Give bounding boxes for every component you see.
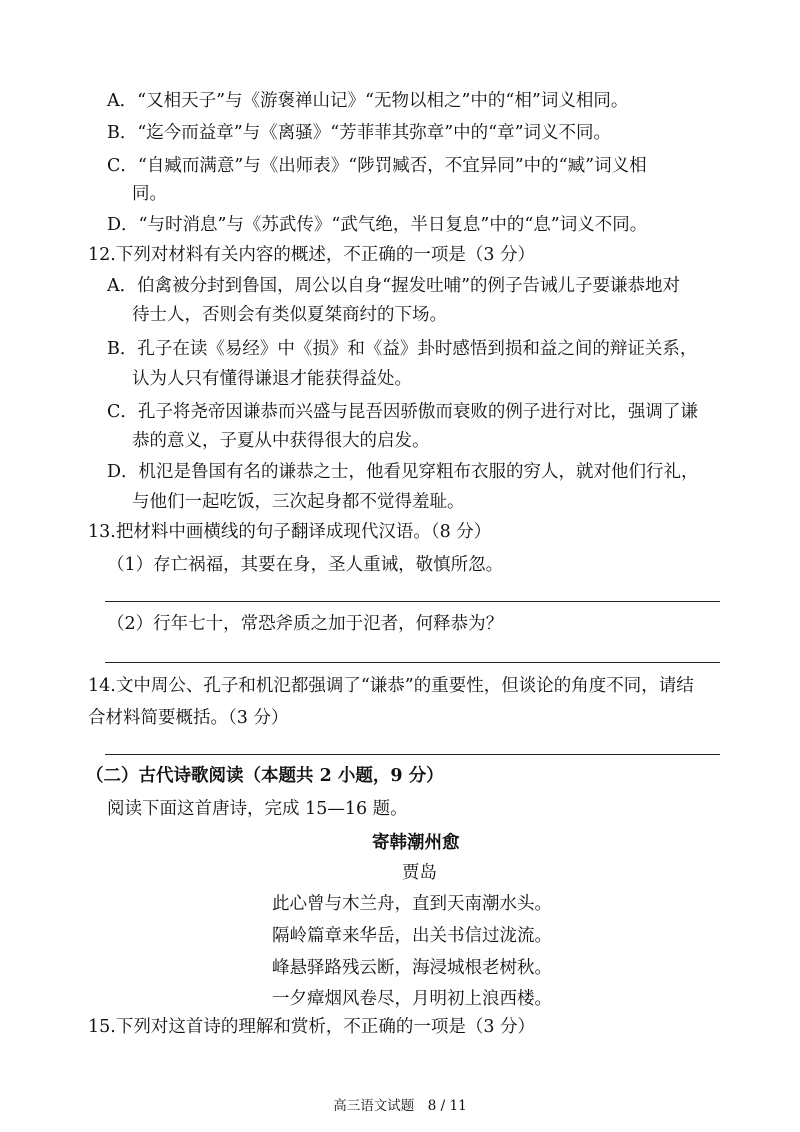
q12-option-d: D．机氾是鲁国有名的谦恭之士，他看见穿粗布衣服的穷人，就对他们行礼， <box>107 462 699 482</box>
q12-option-c-cont: 恭的意义，子夏从中获得很大的启发。 <box>132 431 430 451</box>
section-heading: （二）古代诗歌阅读（本题共 2 小题，9 分） <box>86 766 444 786</box>
q13-stem: 13.把材料中画横线的句子翻译成现代汉语。（8 分） <box>88 522 492 542</box>
q11-option-c: C．“自臧而满意”与《出师表》“陟罚臧否，不宜异同”中的“臧”词义相 <box>107 156 647 176</box>
q15-stem: 15.下列对这首诗的理解和赏析，不正确的一项是（3 分） <box>88 1017 536 1037</box>
q11-option-a: A．“又相天子”与《游褒禅山记》“无物以相之”中的“相”词义相同。 <box>107 91 629 111</box>
q12-stem: 12.下列对材料有关内容的概述，不正确的一项是（3 分） <box>88 245 536 265</box>
q12-option-b-cont: 认为人只有懂得谦退才能获得益处。 <box>132 369 412 389</box>
q12-option-a-cont: 待士人，否则会有类似夏桀商纣的下场。 <box>132 305 447 325</box>
q12-option-c: C．孔子将尧帝因谦恭而兴盛与昆吾因骄傲而衰败的例子进行对比，强调了谦 <box>107 402 698 422</box>
poem-instruction: 阅读下面这首唐诗，完成 15—16 题。 <box>107 799 408 819</box>
answer-line-3 <box>105 754 720 755</box>
poem-line: 此心曾与木兰舟，直到天南潮水头。 <box>272 894 552 914</box>
q11-option-d: D．“与时消息”与《苏武传》“武气绝，半日复息”中的“息”词义不同。 <box>107 215 648 235</box>
poem-title: 寄韩潮州愈 <box>372 833 460 853</box>
q12-option-a: A．伯禽被分封到鲁国，周公以自身“握发吐哺”的例子告诫儿子要谦恭地对 <box>107 276 681 296</box>
q13-sentence-1: （1）存亡祸福，其要在身，圣人重诫，敬慎所忽。 <box>107 555 504 575</box>
answer-line-2 <box>105 662 720 663</box>
q14-stem-cont: 合材料简要概括。（3 分） <box>88 708 289 728</box>
poem-line: 隔岭篇章来华岳，出关书信过泷流。 <box>272 926 552 946</box>
q13-sentence-2: （2）行年七十，常恐斧质之加于氾者，何释恭为？ <box>107 614 504 634</box>
poem-author: 贾岛 <box>402 863 437 883</box>
q11-option-b: B．“迄今而益章”与《离骚》“芳菲菲其弥章”中的“章”词义不同。 <box>107 123 612 143</box>
poem-line: 峰悬驿路残云断，海浸城根老树秋。 <box>272 958 552 978</box>
q12-option-d-cont: 与他们一起吃饭，三次起身都不觉得羞耻。 <box>132 492 465 512</box>
q14-stem: 14.文中周公、孔子和机氾都强调了“谦恭”的重要性，但谈论的角度不同，请结 <box>88 676 694 696</box>
q11-option-c-cont: 同。 <box>132 184 167 204</box>
poem-line: 一夕瘴烟风卷尽，月明初上浪西楼。 <box>272 989 552 1009</box>
q12-option-b: B．孔子在读《易经》中《损》和《益》卦时感悟到损和益之间的辩证关系， <box>107 339 698 359</box>
answer-line-1 <box>105 601 720 602</box>
page-footer: 高三语文试题 8 / 11 <box>333 1098 467 1114</box>
